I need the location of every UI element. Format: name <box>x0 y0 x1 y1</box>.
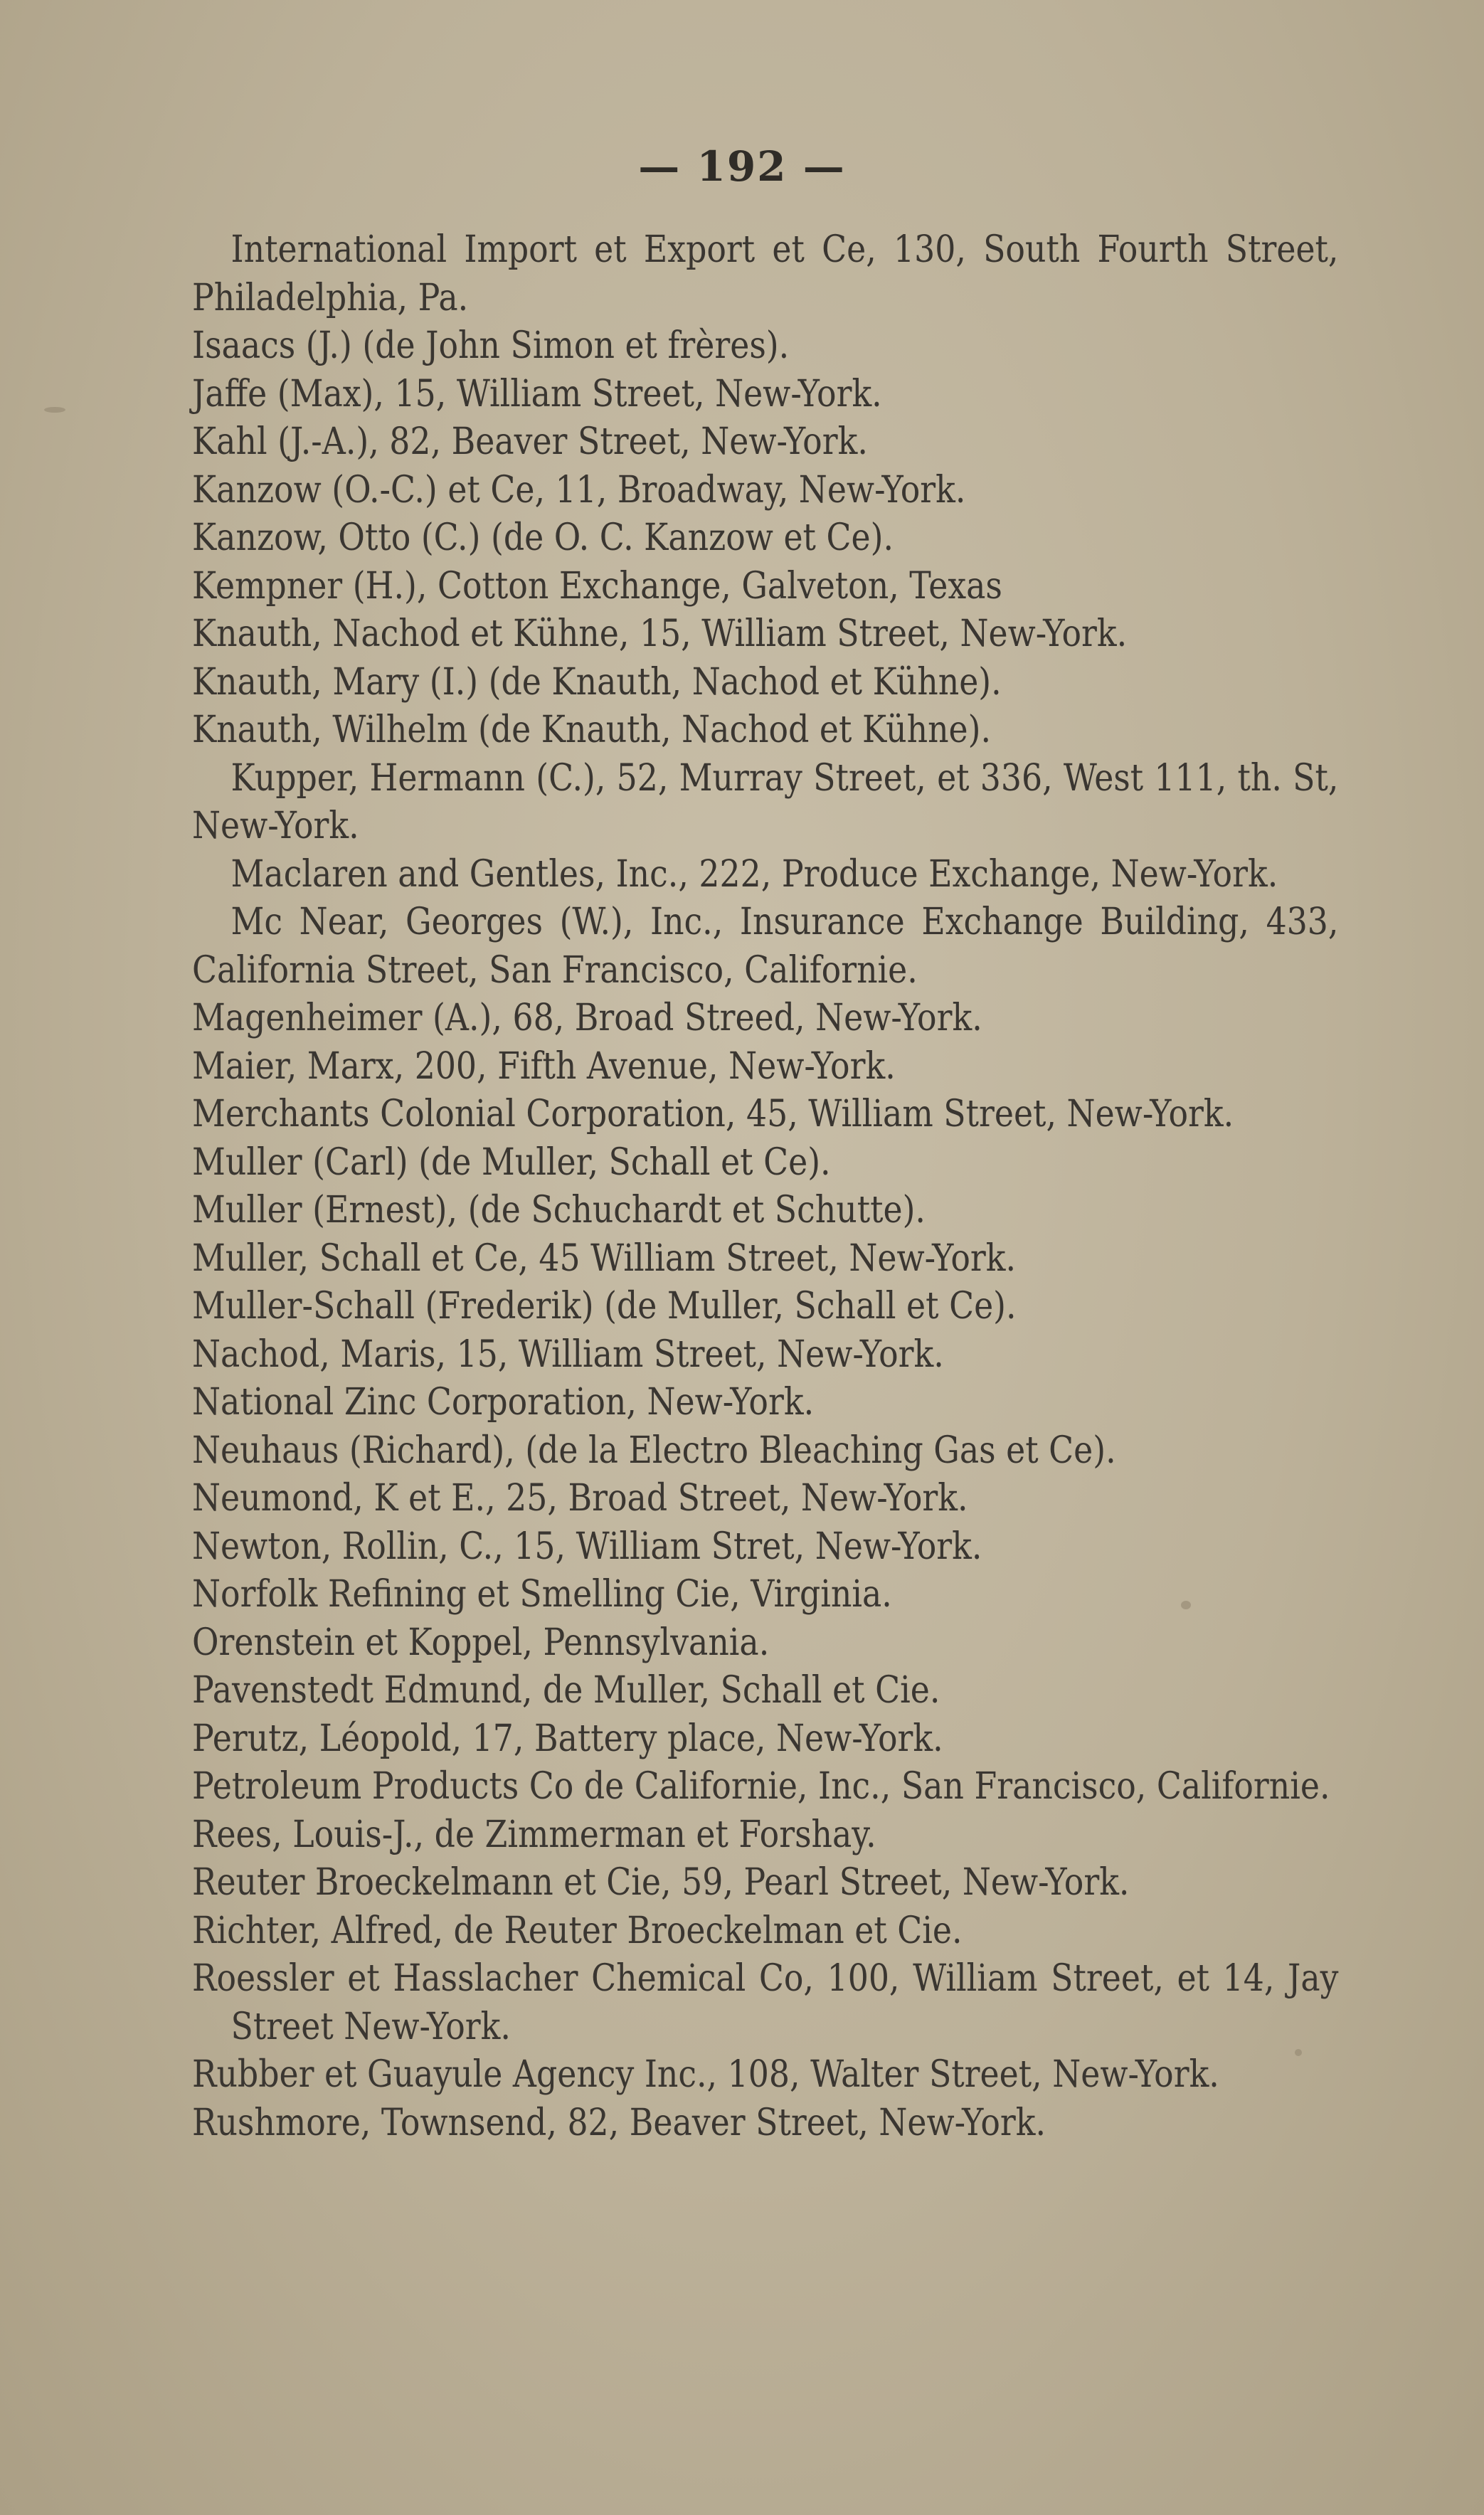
directory-entry: Petroleum Products Co de Californie, Inc., San Francisco, Californie. <box>192 1765 1330 1808</box>
directory-entry: Neumond, K et E., 25, Broad Street, New-York. <box>192 1477 968 1520</box>
directory-entry: Rushmore, Townsend, 82, Beaver Street, New-York. <box>192 2101 1046 2144</box>
foxing-spot <box>44 407 65 413</box>
directory-entry: Norfolk Refining et Smelling Cie, Virginia. <box>192 1573 892 1616</box>
directory-entry: National Zinc Corporation, New-York. <box>192 1381 815 1424</box>
directory-entry: Rees, Louis-J., de Zimmerman et Forshay. <box>192 1813 876 1856</box>
directory-entry: Reuter Broeckelmann et Cie, 59, Pearl Street, New-York. <box>192 1861 1130 1904</box>
directory-entry: International Import et Export et Ce, 130, South Fourth Street, Philadelphia, Pa. <box>192 228 1339 319</box>
directory-entry: Kupper, Hermann (C.), 52, Murray Street, et 336, West 111, th. St, New-York. <box>192 756 1339 847</box>
directory-entry: Kahl (J.-A.), 82, Beaver Street, New-York. <box>192 420 868 463</box>
directory-entry: Mc Near, Georges (W.), Inc., Insurance Exchange Building, 433, California Street, San Francisco, Californie. <box>192 901 1339 992</box>
directory-entry: Jaffe (Max), 15, William Street, New-York. <box>192 372 882 415</box>
directory-entry: Richter, Alfred, de Reuter Broeckelman et Cie. <box>192 1909 963 1952</box>
directory-entry: Roessler et Hasslacher Chemical Co, 100, William Street, et 14, Jay Street New-York. <box>192 1957 1339 2048</box>
directory-entry: Muller, Schall et Ce, 45 William Street, New-York. <box>192 1237 1017 1280</box>
directory-entry: Pavenstedt Edmund, de Muller, Schall et Cie. <box>192 1669 940 1712</box>
directory-entry: Kanzow (O.-C.) et Ce, 11, Broadway, New-York. <box>192 468 966 512</box>
directory-entry: Muller (Carl) (de Muller, Schall et Ce). <box>192 1140 831 1184</box>
directory-entry: Knauth, Mary (I.) (de Knauth, Nachod et Kühne). <box>192 660 1002 704</box>
directory-entry: Kanzow, Otto (C.) (de O. C. Kanzow et Ce). <box>192 517 894 559</box>
page-number: — 192 — <box>638 142 846 191</box>
directory-entry: Knauth, Wilhelm (de Knauth, Nachod et Kühne). <box>192 709 992 751</box>
directory-entry: Knauth, Nachod et Kühne, 15, William Street, New-York. <box>192 613 1128 655</box>
directory-entry: Maclaren and Gentles, Inc., 222, Produce Exchange, New-York. <box>230 852 1278 896</box>
directory-entry: Muller (Ernest), (de Schuchardt et Schutte). <box>192 1189 926 1232</box>
directory-entry: Neuhaus (Richard), (de la Electro Bleaching Gas et Ce). <box>192 1429 1116 1472</box>
directory-list <box>192 226 1339 2147</box>
directory-entry: Magenheimer (A.), 68, Broad Streed, New-York. <box>192 997 982 1039</box>
directory-entry: Isaacs (J.) (de John Simon et frères). <box>192 324 790 367</box>
directory-entry: Muller-Schall (Frederik) (de Muller, Schall et Ce). <box>192 1285 1017 1328</box>
directory-entry: Kempner (H.), Cotton Exchange, Galveton, Texas <box>192 564 1002 608</box>
directory-entry: Nachod, Maris, 15, William Street, New-York. <box>192 1333 944 1376</box>
directory-entry: Rubber et Guayule Agency Inc., 108, Walter Street, New-York. <box>192 2053 1219 2096</box>
directory-entry: Merchants Colonial Corporation, 45, William Street, New-York. <box>192 1093 1234 1135</box>
directory-entry: Newton, Rollin, C., 15, William Stret, New-York. <box>192 1525 982 1568</box>
directory-entry: Orenstein et Koppel, Pennsylvania. <box>192 1621 770 1664</box>
directory-entry: Perutz, Léopold, 17, Battery place, New-York. <box>192 1717 943 1760</box>
directory-entry: Maier, Marx, 200, Fifth Avenue, New-York. <box>192 1044 896 1088</box>
